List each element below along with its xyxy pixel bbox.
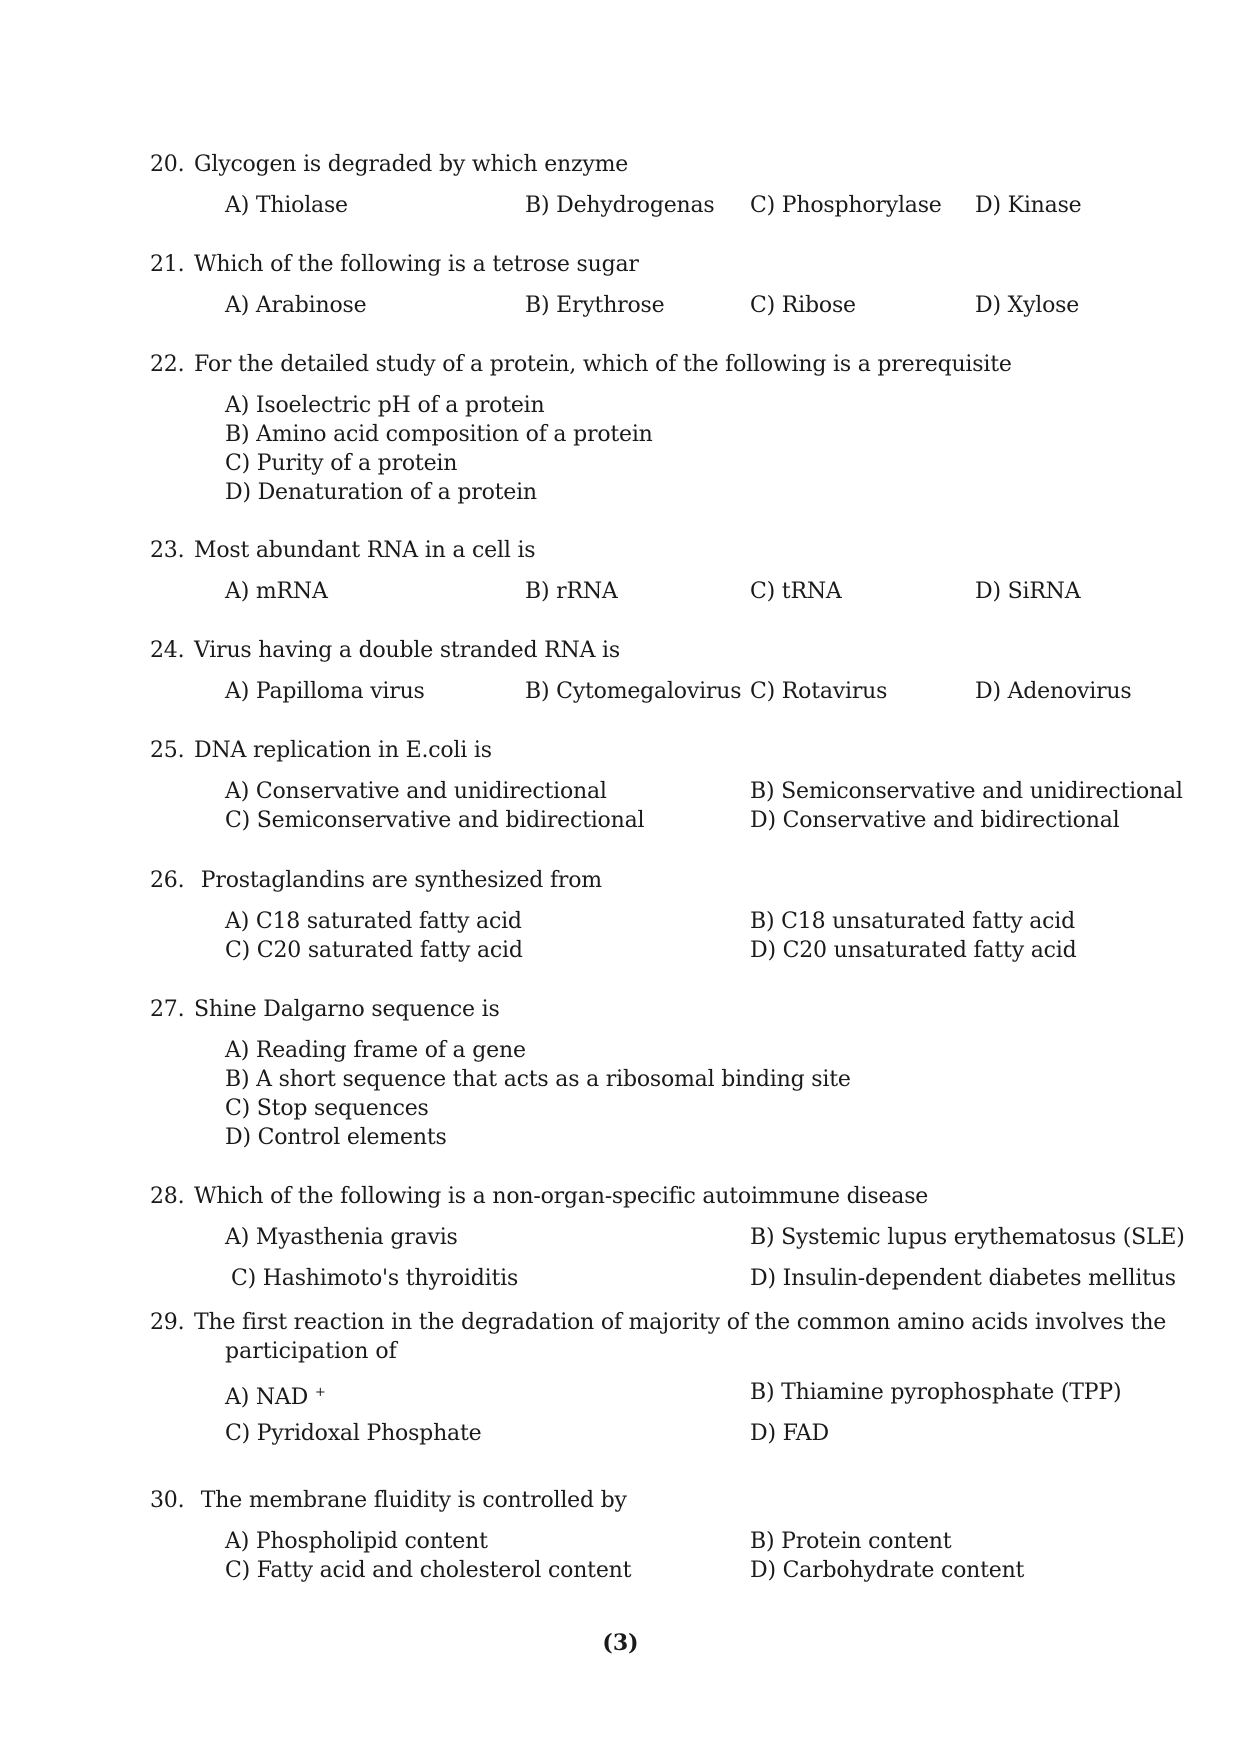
option-c: C) Rotavirus — [750, 679, 888, 704]
question-26 — [150, 866, 1170, 965]
options-grid — [150, 777, 1183, 835]
superscript-plus: + — [314, 1385, 326, 1400]
question-number: 20. — [150, 152, 185, 177]
options-grid — [150, 1378, 1170, 1448]
question-30 — [150, 1486, 1170, 1585]
option-d: D) Conservative and bidirectional — [750, 808, 1120, 833]
question-stem — [150, 636, 1170, 665]
option-a: A) Conservative and unidirectional — [225, 779, 607, 804]
option-d: D) SiRNA — [975, 579, 1081, 604]
question-number: 22. — [150, 352, 185, 377]
options-row — [150, 291, 1170, 321]
option-c: C) Hashimoto's thyroiditis — [231, 1266, 519, 1291]
option-b: B) Erythrose — [525, 293, 665, 318]
question-number: 28. — [150, 1184, 185, 1209]
option-a: A) Phospholipid content — [225, 1529, 488, 1554]
question-text: Most abundant RNA in a cell is — [194, 538, 536, 563]
option-a: A) mRNA — [225, 579, 328, 604]
option-d: D) Insulin-dependent diabetes mellitus — [750, 1266, 1176, 1291]
question-text: Shine Dalgarno sequence is — [194, 997, 500, 1022]
option-a: A) Myasthenia gravis — [225, 1225, 458, 1250]
question-text: Which of the following is a non-organ-specific autoimmune disease — [194, 1184, 929, 1209]
option-b: B) Semiconservative and unidirectional — [750, 779, 1183, 804]
options-grid — [150, 1527, 1170, 1585]
question-stem — [150, 350, 1170, 379]
question-text: For the detailed study of a protein, which of the following is a prerequisite — [194, 352, 1012, 377]
option-b: B) C18 unsaturated fatty acid — [750, 909, 1076, 934]
option-a: A) C18 saturated fatty acid — [225, 909, 522, 934]
option-c: C) Purity of a protein — [225, 451, 458, 476]
question-23 — [150, 536, 1170, 607]
question-stem — [150, 536, 1170, 565]
option-d: D) Control elements — [225, 1125, 447, 1150]
options-row — [150, 677, 1170, 707]
question-number: 29. — [150, 1310, 185, 1335]
question-text: Prostaglandins are synthesized from — [194, 868, 602, 893]
question-text: Virus having a double stranded RNA is — [194, 638, 620, 663]
option-c: C) Stop sequences — [225, 1096, 429, 1121]
option-d: D) Kinase — [975, 193, 1082, 218]
question-20 — [150, 150, 1170, 221]
question-number: 27. — [150, 997, 185, 1022]
question-stem — [150, 736, 1170, 765]
question-stem — [150, 1182, 1170, 1211]
question-stem — [150, 1308, 1170, 1337]
option-b: B) Cytomegalovirus — [525, 679, 742, 704]
option-c: C) Semiconservative and bidirectional — [225, 808, 645, 833]
question-stem — [150, 250, 1170, 279]
option-a: A) Reading frame of a gene — [225, 1038, 526, 1063]
question-text: Glycogen is degraded by which enzyme — [194, 152, 629, 177]
option-b: B) Protein content — [750, 1529, 952, 1554]
question-text: Which of the following is a tetrose sugar — [194, 252, 639, 277]
question-number: 25. — [150, 738, 185, 763]
options-row — [150, 577, 1170, 607]
question-number: 23. — [150, 538, 185, 563]
option-d: D) C20 unsaturated fatty acid — [750, 938, 1077, 963]
question-29 — [150, 1308, 1170, 1448]
option-b: B) rRNA — [525, 579, 618, 604]
question-22 — [150, 350, 1170, 507]
option-b: B) Amino acid composition of a protein — [225, 422, 653, 447]
question-text-continued: participation of — [225, 1339, 397, 1364]
question-25 — [150, 736, 1183, 835]
options-list — [225, 391, 1170, 507]
question-number: 24. — [150, 638, 185, 663]
question-number: 30. — [150, 1488, 185, 1513]
option-c: C) C20 saturated fatty acid — [225, 938, 523, 963]
question-stem — [150, 995, 1170, 1024]
question-stem — [150, 1486, 1170, 1515]
question-stem — [150, 866, 1170, 895]
options-list — [225, 1036, 1170, 1152]
question-21 — [150, 250, 1170, 321]
options-grid — [150, 1223, 1185, 1293]
option-a: A) Papilloma virus — [225, 679, 425, 704]
option-c: C) tRNA — [750, 579, 842, 604]
question-number: 26. — [150, 868, 185, 893]
option-c: C) Phosphorylase — [750, 193, 942, 218]
option-b: B) Systemic lupus erythematosus (SLE) — [750, 1225, 1185, 1250]
question-27 — [150, 995, 1170, 1152]
option-c: C) Fatty acid and cholesterol content — [225, 1558, 632, 1583]
option-a-text: A) NAD — [225, 1385, 309, 1410]
option-b: B) Thiamine pyrophosphate (TPP) — [750, 1380, 1122, 1405]
option-d: D) Xylose — [975, 293, 1080, 318]
option-b: B) A short sequence that acts as a ribosomal binding site — [225, 1067, 851, 1092]
option-c: C) Ribose — [750, 293, 856, 318]
page-number: (3) — [602, 1630, 639, 1656]
question-24 — [150, 636, 1170, 707]
option-a: A) Arabinose — [225, 293, 367, 318]
question-number: 21. — [150, 252, 185, 277]
option-d: D) Adenovirus — [975, 679, 1132, 704]
option-a — [225, 1378, 326, 1412]
option-b: B) Dehydrogenas — [525, 193, 715, 218]
options-row — [150, 191, 1170, 221]
question-text: The first reaction in the degradation of majority of the common amino acids involves the — [194, 1310, 1167, 1335]
option-d: D) Carbohydrate content — [750, 1558, 1025, 1583]
option-a: A) Thiolase — [225, 193, 348, 218]
option-d: D) FAD — [750, 1421, 829, 1446]
question-text: DNA replication in E.coli is — [194, 738, 492, 763]
question-28 — [150, 1182, 1185, 1293]
question-stem — [150, 150, 1170, 179]
option-d: D) Denaturation of a protein — [225, 480, 537, 505]
question-text: The membrane fluidity is controlled by — [194, 1488, 627, 1513]
option-a: A) Isoelectric pH of a protein — [225, 393, 545, 418]
option-c: C) Pyridoxal Phosphate — [225, 1421, 482, 1446]
options-grid — [150, 907, 1170, 965]
